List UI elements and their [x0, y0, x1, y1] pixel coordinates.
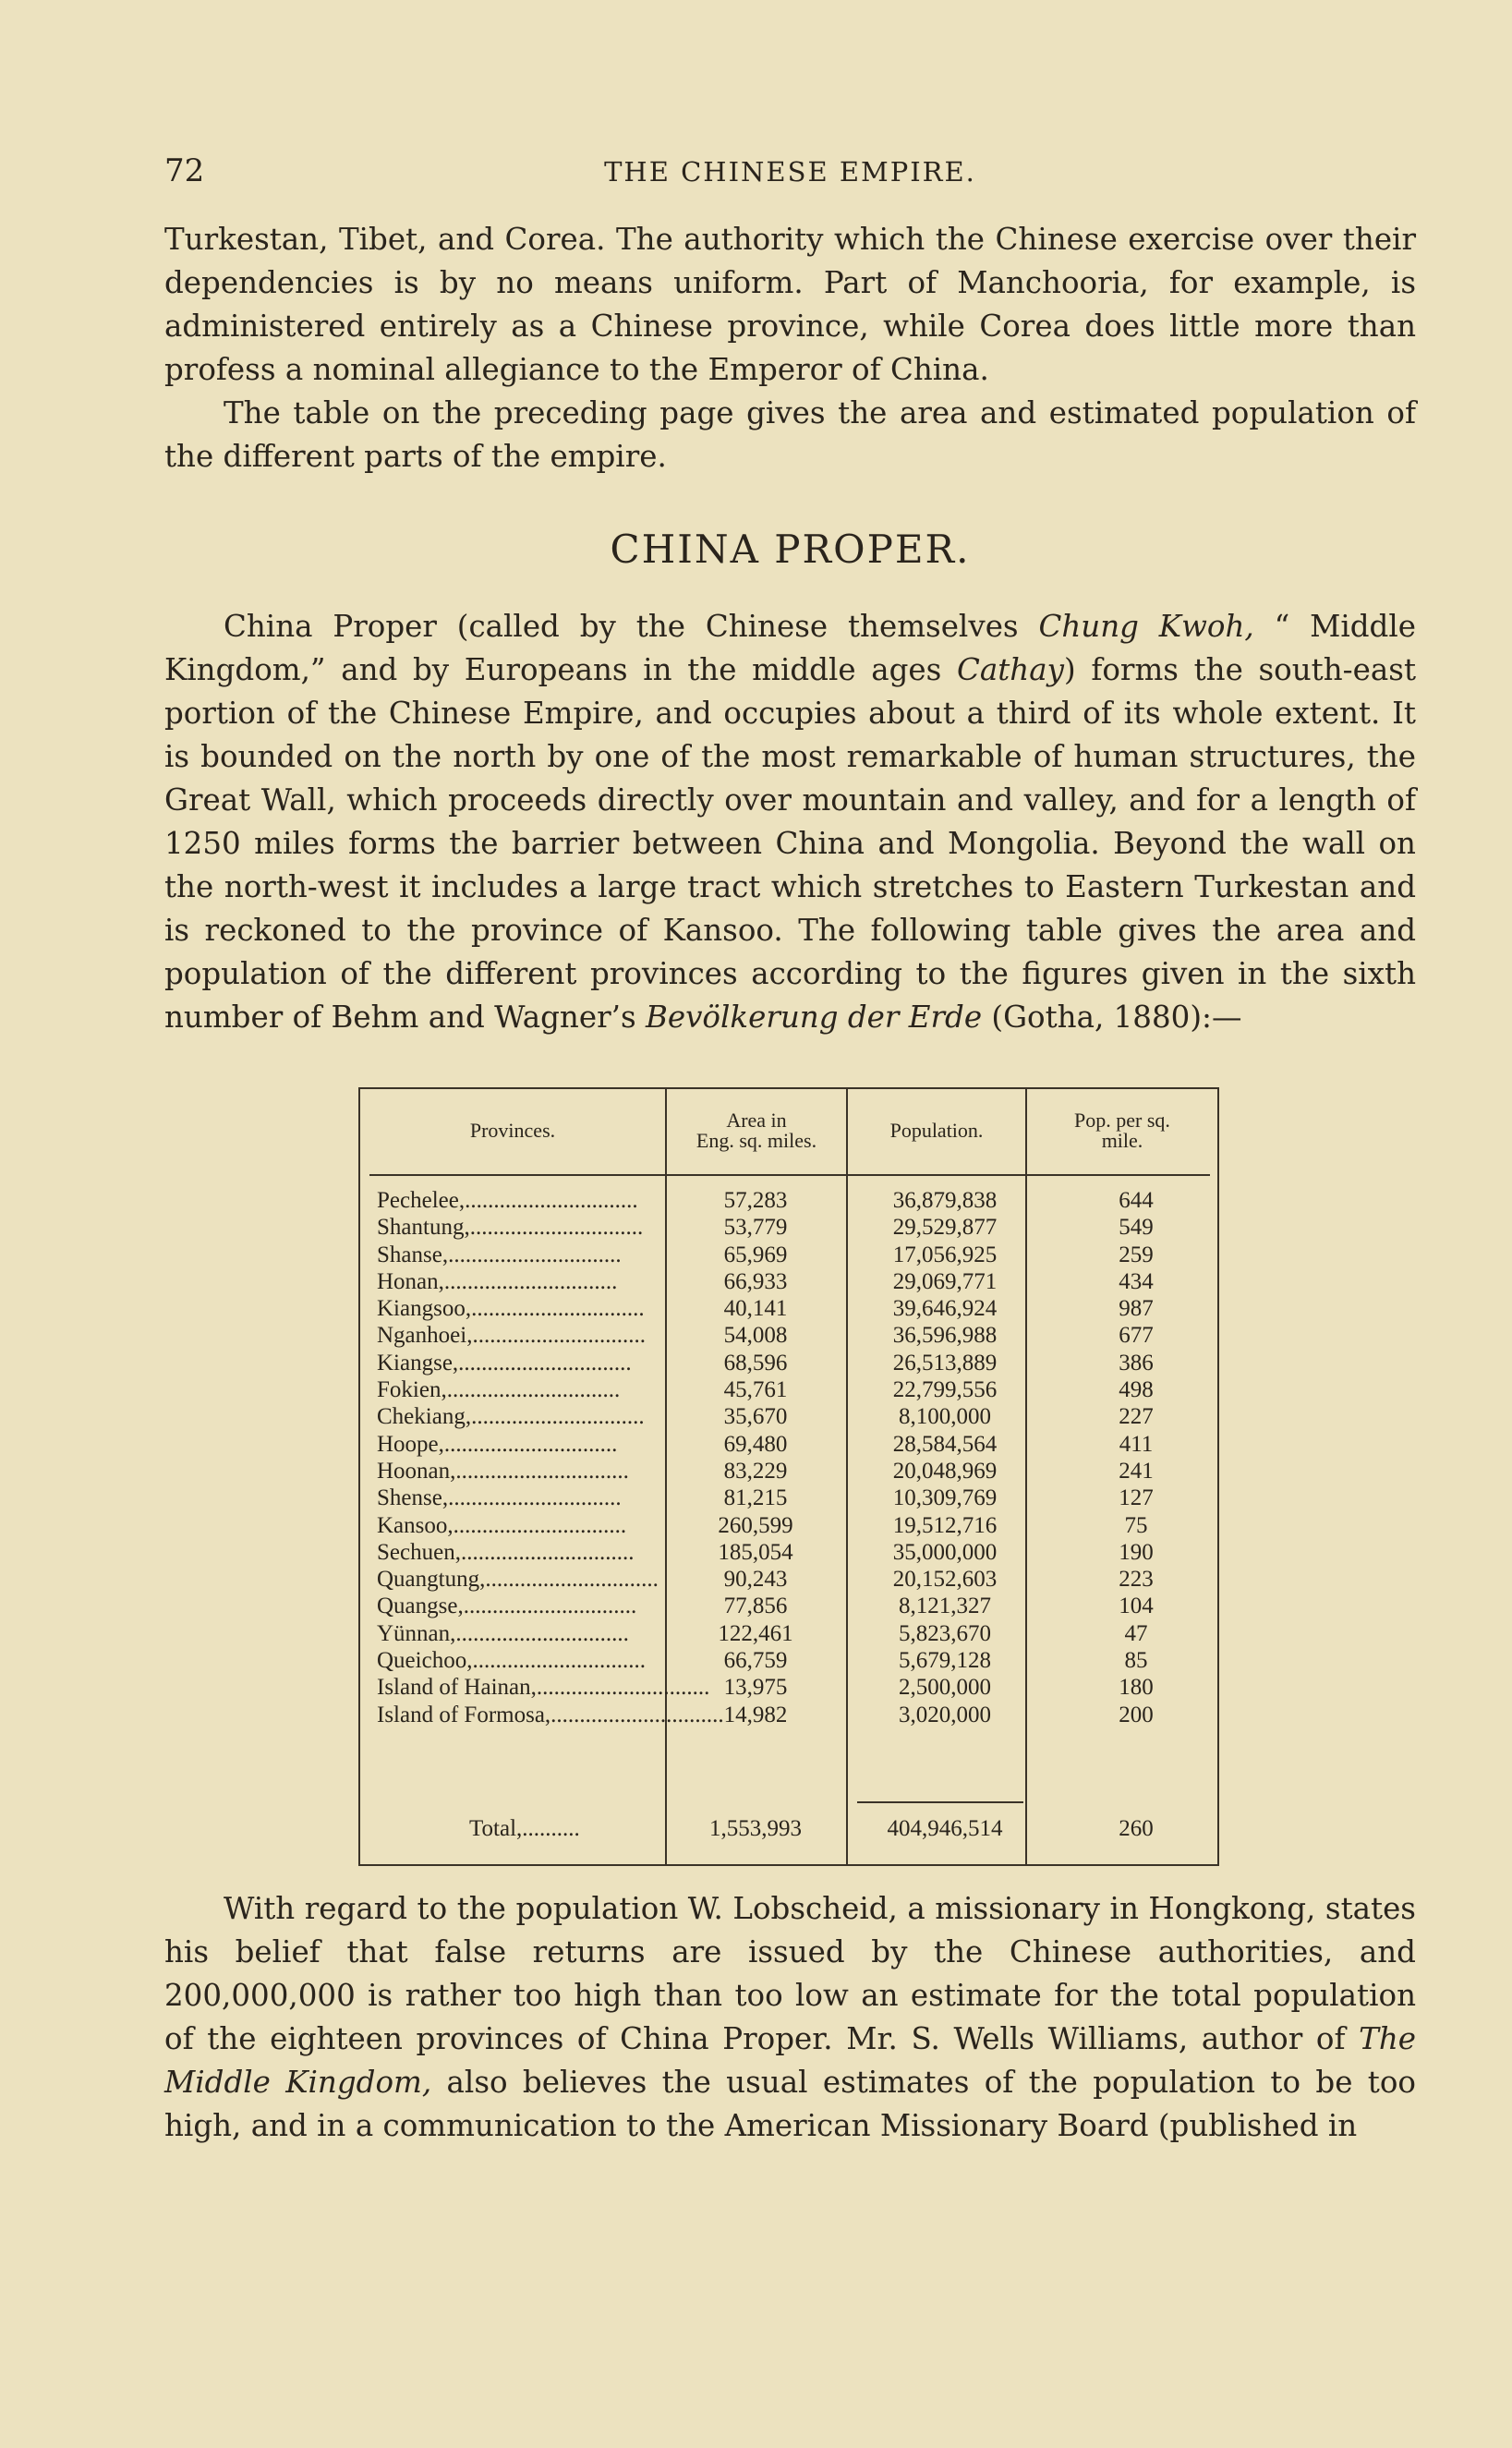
header-provinces: [360, 1087, 665, 1174]
area-cell: 122,461: [718, 1620, 793, 1646]
population-cell: 10,309,769: [892, 1485, 998, 1511]
leader-dots: ..............................: [446, 1377, 621, 1403]
province-name: Honan,: [377, 1268, 444, 1294]
population-cell: 19,512,716: [892, 1512, 998, 1538]
density-cell: 386: [1119, 1350, 1154, 1375]
total-population: 404,946,514: [887, 1816, 1003, 1841]
province-name: Island of Formosa,: [377, 1702, 551, 1727]
text-run: With regard to the population W. Lobscheid, a missionary in Hongkong, states his belief that false returns are issued by the Chinese authorities, and 200,000,000 is rather too high than too low an estimate for the total population of the eighteen provinces of China Proper. Mr. S. Wells Williams, author of: [164, 1891, 1416, 2056]
density-cell: 498: [1119, 1377, 1154, 1403]
total-row: [358, 1811, 1219, 1848]
province-cell: [377, 1620, 654, 1647]
province-cell: [377, 1539, 654, 1566]
leader-dots: ..............................: [443, 1268, 618, 1294]
header-area-line2: Eng. sq. miles.: [696, 1129, 817, 1152]
italic-title: The Middle Kingdom,: [164, 2021, 1416, 2100]
province-name: Island of Hainan,: [377, 1675, 537, 1701]
density-cell: 227: [1119, 1404, 1154, 1430]
leader-dots: ..............................: [472, 1323, 646, 1349]
area-cell: 35,670: [723, 1404, 788, 1430]
leader-dots: ..............................: [453, 1512, 627, 1538]
area-cell: 260,599: [718, 1512, 793, 1538]
leader-dots: ..............................: [455, 1620, 629, 1646]
total-area: 1,553,993: [709, 1816, 802, 1841]
province-cell: [377, 1512, 654, 1539]
province-name: Kiangse,: [377, 1350, 459, 1375]
population-cell: 36,596,988: [892, 1323, 998, 1349]
table-row: [358, 1268, 1219, 1295]
table-row: [358, 1295, 1219, 1322]
leader-dots: ..............................: [471, 1296, 645, 1322]
province-name: Fokien,: [377, 1377, 447, 1403]
area-cell: 57,283: [723, 1188, 788, 1213]
area-cell: 68,596: [723, 1350, 788, 1375]
population-cell: 8,100,000: [899, 1404, 991, 1430]
header-density-line2: mile.: [1101, 1129, 1143, 1152]
population-cell: 22,799,556: [892, 1377, 998, 1403]
density-cell: 677: [1119, 1323, 1154, 1349]
province-cell: [377, 1485, 654, 1511]
population-cell: 2,500,000: [899, 1675, 991, 1701]
leader-dots: ..............................: [472, 1648, 646, 1674]
province-name: Shantung,: [377, 1215, 470, 1241]
table-row: [358, 1431, 1219, 1458]
province-name: Quangtung,: [377, 1567, 486, 1593]
text-run: “ Middle Kingdom,” and by Europeans in the middle ages: [164, 609, 1416, 687]
density-cell: 75: [1124, 1512, 1148, 1538]
province-name: Pechelee,: [377, 1188, 466, 1213]
table-row: [358, 1702, 1219, 1728]
province-cell: [377, 1431, 654, 1458]
province-cell: [377, 1268, 654, 1295]
population-cell: 20,152,603: [892, 1567, 998, 1593]
area-cell: 77,856: [723, 1594, 788, 1619]
population-cell: 29,069,771: [892, 1268, 998, 1294]
area-cell: 83,229: [723, 1458, 788, 1484]
leader-dots: ..............................: [550, 1702, 724, 1727]
table-row: [358, 1539, 1219, 1566]
province-name: Kiangsoo,: [377, 1296, 472, 1322]
province-name: Chekiang,: [377, 1404, 472, 1430]
province-name: Shense,: [377, 1485, 449, 1511]
area-cell: 69,480: [723, 1431, 788, 1457]
population-cell: 20,048,969: [892, 1458, 998, 1484]
population-cell: 39,646,924: [892, 1296, 998, 1322]
province-cell: [377, 1376, 654, 1403]
population-cell: 35,000,000: [892, 1539, 998, 1565]
total-label-text: Total,: [469, 1816, 523, 1841]
table-row: [358, 1242, 1219, 1268]
table-row: [358, 1485, 1219, 1511]
population-cell: 3,020,000: [899, 1702, 991, 1727]
density-cell: 180: [1119, 1675, 1154, 1701]
leader-dots: ..............................: [471, 1404, 645, 1430]
density-cell: 190: [1119, 1539, 1154, 1565]
density-cell: 434: [1119, 1268, 1154, 1294]
intro-paragraph-1: Turkestan, Tibet, and Corea. The authority which the Chinese exercise over their dependencies is by no means uniform. Part of Manchooria, for example, is administered entirely as a Chinese province, while Corea does little more than profess a nominal allegiance to the Emperor of China.: [164, 222, 1416, 387]
intro-text: [164, 218, 1416, 479]
page-number: 72: [164, 152, 205, 189]
province-cell: [377, 1295, 654, 1322]
density-cell: 127: [1119, 1485, 1154, 1511]
header-population: [848, 1087, 1025, 1174]
province-cell: [377, 1214, 654, 1241]
table-row: [358, 1403, 1219, 1430]
table-row: [358, 1214, 1219, 1241]
density-cell: 104: [1119, 1594, 1154, 1619]
leader-dots: ..............................: [536, 1675, 710, 1701]
leader-dots: ..............................: [469, 1215, 644, 1241]
leader-dots: ..............................: [465, 1188, 638, 1213]
header-area: [667, 1087, 846, 1174]
leader-dots: ..............................: [455, 1458, 629, 1484]
leader-dots: ..............................: [463, 1594, 637, 1619]
density-cell: 987: [1119, 1296, 1154, 1322]
density-cell: 411: [1119, 1431, 1154, 1457]
area-cell: 185,054: [718, 1539, 793, 1565]
section-title: CHINA PROPER.: [610, 527, 971, 572]
table-row: [358, 1458, 1219, 1485]
table-row: [358, 1647, 1219, 1674]
header-rule: [369, 1174, 1210, 1176]
province-name: Quangse,: [377, 1594, 464, 1619]
population-cell: 5,823,670: [899, 1620, 991, 1646]
population-cell: 8,121,327: [899, 1594, 991, 1619]
province-name: Hoonan,: [377, 1458, 456, 1484]
province-cell: [377, 1322, 654, 1349]
density-cell: 549: [1119, 1215, 1154, 1241]
closing-paragraph: [164, 1887, 1416, 2148]
leader-dots: ..............................: [448, 1242, 622, 1267]
page-header: [164, 152, 1416, 199]
area-cell: 90,243: [723, 1567, 788, 1593]
province-cell: [377, 1702, 724, 1728]
province-name: Shanse,: [377, 1242, 449, 1267]
china-proper-paragraph: [164, 605, 1416, 1039]
province-name: Nganhoei,: [377, 1323, 473, 1349]
province-cell: [377, 1566, 659, 1593]
province-name: Sechuen,: [377, 1539, 461, 1565]
total-density: 260: [1119, 1816, 1154, 1841]
running-title: THE CHINESE EMPIRE.: [604, 156, 976, 188]
header-density: [1027, 1087, 1217, 1174]
population-cell: 29,529,877: [892, 1215, 998, 1241]
province-cell: [377, 1403, 654, 1430]
population-cell: 5,679,128: [899, 1648, 991, 1674]
population-cell: 28,584,564: [892, 1431, 998, 1457]
density-cell: 47: [1124, 1620, 1148, 1646]
leader-dots: ..............................: [458, 1350, 632, 1375]
text-run: ) forms the south-east portion of the Chinese Empire, and occupies about a third of its whole extent. It is bounded on the north by one of the most remarkable of human structures, the Great Wall, which proceeds directly over mountain and valley, and for a length of 1250 miles forms the barrier between China and Mongolia. Beyond the wall on the north-west it includes a large tract which stretches to Eastern Turkestan and is reckoned to the province of Kansoo. The following table gives the area and population of the different provinces according to the figures given in the sixth number of Behm and Wagner’s: [164, 652, 1416, 1035]
density-cell: 241: [1119, 1458, 1154, 1484]
province-name: Kansoo,: [377, 1512, 454, 1538]
leader-dots: ..............................: [460, 1539, 635, 1565]
province-name: Queichoo,: [377, 1648, 473, 1674]
area-cell: 45,761: [723, 1377, 788, 1403]
leader-dots: ..............................: [443, 1431, 618, 1457]
header-provinces-label: Provinces.: [469, 1119, 556, 1142]
table-row: [358, 1376, 1219, 1403]
province-cell: [377, 1458, 654, 1485]
density-cell: 259: [1119, 1242, 1154, 1267]
province-cell: [377, 1647, 654, 1674]
area-cell: 81,215: [723, 1485, 788, 1511]
area-cell: 66,759: [723, 1648, 788, 1674]
province-table: [358, 1087, 1219, 1866]
table-row: [358, 1674, 1219, 1701]
area-cell: 65,969: [723, 1242, 788, 1267]
table-row: [358, 1620, 1219, 1647]
table-row: [358, 1593, 1219, 1619]
province-cell: [377, 1593, 654, 1619]
population-cell: 36,879,838: [892, 1188, 998, 1213]
table-border: [358, 1864, 1219, 1866]
province-cell: [377, 1674, 710, 1701]
table-row: [358, 1187, 1219, 1214]
province-name: Yünnan,: [377, 1620, 456, 1646]
area-cell: 14,982: [723, 1702, 788, 1727]
density-cell: 85: [1124, 1648, 1148, 1674]
area-cell: 40,141: [723, 1296, 788, 1322]
area-cell: 54,008: [723, 1323, 788, 1349]
closing-text: [164, 1887, 1416, 2148]
area-cell: 66,933: [723, 1268, 788, 1294]
density-cell: 644: [1119, 1188, 1154, 1213]
text-run: also believes the usual estimates of the population to be too high, and in a communication to the American Missionary Board (published in: [164, 2065, 1416, 2143]
intro-paragraph-2: The table on the preceding page gives the area and estimated population of the different parts of the empire.: [164, 395, 1416, 474]
italic-title: Bevölkerung der Erde: [645, 1000, 983, 1035]
italic-term: Chung Kwoh,: [1038, 609, 1254, 644]
leader-dots: ..............................: [485, 1567, 659, 1593]
province-cell: [377, 1187, 654, 1214]
density-cell: 200: [1119, 1702, 1154, 1727]
leader-dots: ..............................: [448, 1485, 622, 1511]
area-cell: 13,975: [723, 1675, 788, 1701]
table-row: [358, 1322, 1219, 1349]
text-run: (Gotha, 1880):—: [982, 1000, 1242, 1035]
text-run: China Proper (called by the Chinese themselves: [224, 609, 1039, 644]
province-cell: [377, 1350, 654, 1376]
province-name: Hoope,: [377, 1431, 444, 1457]
density-cell: 223: [1119, 1567, 1154, 1593]
header-density-line1: Pop. per sq.: [1074, 1109, 1170, 1132]
total-rule: [857, 1801, 1023, 1803]
table-row: [358, 1512, 1219, 1539]
province-cell: [377, 1242, 654, 1268]
table-row: [358, 1350, 1219, 1376]
leader-dots: ..........: [522, 1816, 580, 1841]
population-cell: 17,056,925: [892, 1242, 998, 1267]
header-population-label: Population.: [889, 1119, 984, 1142]
table-row: [358, 1566, 1219, 1593]
china-proper-text: [164, 605, 1416, 1039]
table-body: [358, 1187, 1219, 1728]
header-area-line1: Area in: [726, 1109, 787, 1132]
area-cell: 53,779: [723, 1215, 788, 1241]
population-cell: 26,513,889: [892, 1350, 998, 1375]
italic-term: Cathay: [957, 652, 1064, 687]
